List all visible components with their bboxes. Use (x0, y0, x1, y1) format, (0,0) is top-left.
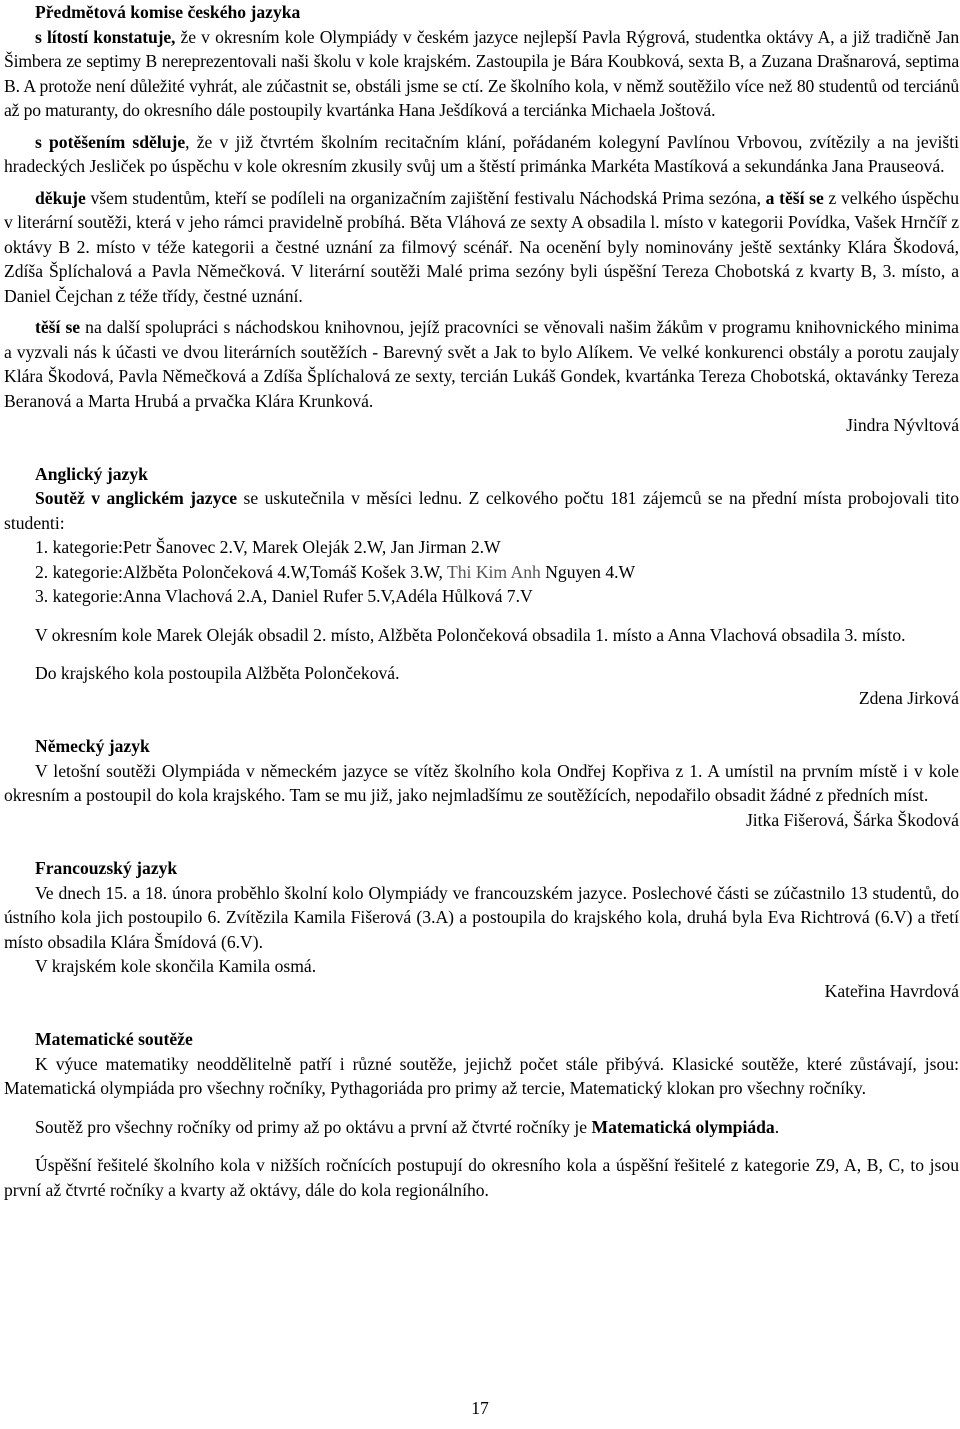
section-title-german: Německý jazyk (35, 736, 150, 756)
section-title-english: Anglický jazyk (35, 463, 148, 484)
paragraph-english-3: Do krajského kola postoupila Alžběta Polončeková. (35, 663, 400, 683)
list-text-gray: Thi Kim Anh (446, 561, 541, 582)
bold-lead: těší se (35, 317, 81, 337)
section-title-math: Matematické soutěže (35, 1029, 193, 1049)
paragraph-french-1: Ve dnech 15. a 18. února proběhlo školní kolo Olympiády ve francouzském jazyce. Poslechové části se zúčastnilo 13 studentů, do ústního kola jich postoupilo 6. Zvítězila Kamila Fišerová (3.A) a postoupila do krajského kola, druhá byla Eva Richtrová (6.V) a třetí místo obsadila Klára Šmídová (6.V). (4, 882, 959, 952)
list-item-category-1: 1. kategorie:Petr Šanovec 2.V, Marek Oleják 2.W, Jan Jirman 2.W (35, 537, 501, 557)
bold-lead: s lítostí konstatuje, (35, 26, 176, 47)
list-text: Nguyen 4.W (540, 561, 636, 582)
paragraph-czech-3 (4, 186, 959, 309)
paragraph-text: všem studentům, kteří se podíleli na organizačním zajištění festivalu Náchodská Prima sezóna, (85, 187, 766, 208)
page-number: 17 (471, 1398, 489, 1418)
bold-lead: Soutěž v anglickém jazyce (35, 488, 238, 508)
list-item-category-3: 3. kategorie:Anna Vlachová 2.A, Daniel Rufer 5.V,Adéla Hůlková 7.V (35, 586, 533, 606)
paragraph-text: . (774, 1116, 780, 1137)
bold-lead: děkuje (35, 187, 86, 208)
paragraph-math-1: K výuce matematiky neoddělitelně patří i různé soutěže, jejichž počet stále přibývá. Klasické soutěže, které zůstávají, jsou: Matematická olympiáda pro všechny ročníky, Pythagoriáda pro primy až tercie, Matematický klokan pro všechny ročníky. (4, 1053, 959, 1098)
bold-lead: s potěšením sděluje (35, 131, 186, 152)
section-title-czech: Předmětová komise českého jazyka (35, 2, 301, 22)
paragraph-text: z velkého úspěchu v literární soutěži, která v jeho rámci pravidelně probíhá. Běta Vláhová ze sexty A obsadila l. místo v kategorii Povídka, Vašek Hrnčíř z oktávy B 2. místo v téže kategorii a čestné uznání za filmový scénář. Na ocenění byly nominovány ještě sextánky Klára Škodová, Zdíša Šplíchalová a Pavla Němečková. V literární soutěži Malé prima sezóny byli úspěšní Tereza Chobotská z kvarty B, 3. místo, a Daniel Čejchan z téže třídy, čestné uznání. (4, 187, 959, 306)
paragraph-text: Soutěž pro všechny ročníky od primy až po oktávu a první až čtvrté ročníky je (35, 1116, 592, 1137)
signature-czech: Jindra Nývltová (846, 415, 959, 435)
paragraph-czech-4 (4, 315, 959, 413)
paragraph-english-1 (4, 486, 959, 535)
paragraph-text: na další spolupráci s náchodskou knihovnou, jejíž pracovníci se věnovali našim žákům v programu knihovnického minima a vyzvali nás k účasti ve dvou literárních soutěžích - Barevný svět a Jak to bylo Alíkem. Ve velké konkurenci obstály a porotu zaujaly Klára Škodová, Pavla Němečková a Zdíša Šplíchalová ze sexty, tercián Lukáš Gondek, kvartánka Tereza Chobotská, oktavánky Tereza Beranová a Marta Hrubá a prvačka Klára Krunková. (4, 317, 959, 411)
paragraph-text: že v okresním kole Olympiády v českém jazyce nejlepší Pavla Rýgrová, studentka oktávy A, a již tradičně Jan Šimbera ze septimy B nereprezentovali naši školu v kole krajském. Zastoupila je Bára Koubková, sexta B, a Zuzana Drašnarová, septima B. A protože není důležité vyhrát, ale zúčastnit se, obstáli jsme se ctí. Ze školního kola, v němž soutěžilo více než 80 studentů od terciánů až po maturanty, do okresního dále postoupily kvartánka Hana Ješdíková a terciánka Michaela Joštová. (4, 26, 959, 120)
section-title-french: Francouzský jazyk (35, 858, 178, 878)
paragraph-french-2: V krajském kole skončila Kamila osmá. (35, 956, 317, 976)
paragraph-text: se uskutečnila v měsíci lednu. Z celkového počtu 181 zájemců se na přední místa probojovali tito studenti: (4, 488, 959, 533)
list-item-category-2 (4, 560, 959, 585)
document-content (4, 0, 959, 1202)
paragraph-math-3: Úspěšní řešitelé školního kola v nižších ročnících postupují do okresního kola a úspěšní řešitelé z kategorie Z9, A, B, C, to jsou první až čtvrté ročníky a kvarty až oktávy, dále do kola regionálního. (4, 1155, 959, 1200)
paragraph-text: , že v již čtvrtém školním recitačním klání, pořádaném kolegyní Pavlínou Vrbovou, zvítězily a na jevišti hradeckých Jesliček po úspěchu v kole okresním zkusily svůj um a štěstí primánka Markéta Mastíková a sekundánka Jana Prauseová. (4, 131, 959, 176)
paragraph-english-2: V okresním kole Marek Oleják obsadil 2. místo, Alžběta Polončeková obsadila 1. místo a Anna Vlachová obsadila 3. místo. (35, 624, 906, 645)
paragraph-math-2 (4, 1115, 959, 1140)
bold-inline: Matematická olympiáda (591, 1116, 775, 1137)
paragraph-czech-1 (4, 25, 959, 123)
signature-german: Jitka Fišerová, Šárka Škodová (745, 809, 959, 830)
paragraph-czech-2 (4, 130, 959, 179)
signature-english: Zdena Jirková (858, 687, 959, 708)
list-text: 2. kategorie:Alžběta Polončeková 4.W,Tomáš Košek 3.W, (35, 561, 447, 582)
paragraph-german-1: V letošní soutěži Olympiáda v německém jazyce se vítěz školního kola Ondřej Kopřiva z 1. A umístil na prvním místě i v kole okresním a postoupil do kola krajského. Tam se mu již, jako nejmladšímu ze soutěžících, nepodařilo obsadit žádné z předních míst. (4, 760, 959, 805)
bold-inline: a těší se (765, 187, 824, 208)
signature-french: Kateřina Havrdová (824, 980, 959, 1001)
